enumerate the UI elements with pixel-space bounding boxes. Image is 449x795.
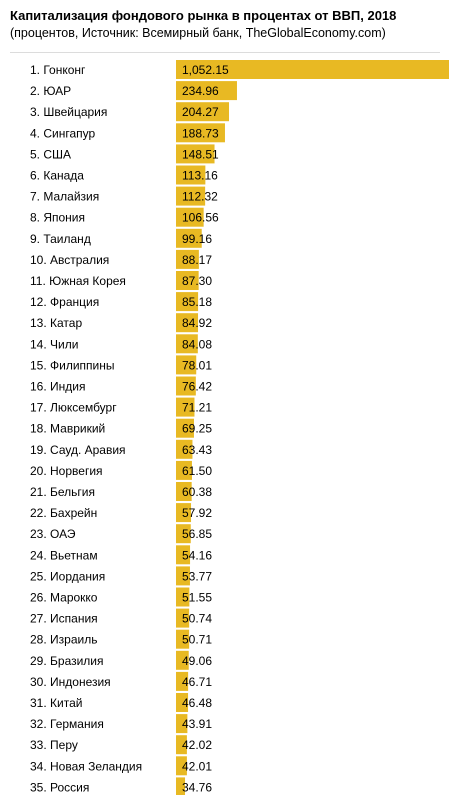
category-label: 4. Сингапур [30, 126, 96, 141]
chart-subtitle: (процентов, Источник: Всемирный банк, TheGlobalEconomy.com) [10, 26, 386, 40]
value-label: 61.50 [182, 463, 213, 478]
category-label: 31. Китай [30, 696, 83, 710]
value-label: 63.43 [182, 442, 213, 457]
value-label: 113.16 [182, 168, 218, 183]
value-label: 78.01 [182, 358, 213, 373]
category-label: 6. Канада [30, 168, 84, 183]
value-label: 60.38 [182, 485, 213, 499]
category-label: 19. Сауд. Аравия [30, 442, 126, 457]
value-label: 42.01 [182, 759, 213, 774]
category-label: 8. Япония [30, 210, 86, 225]
category-label: 21. Бельгия [30, 485, 95, 499]
value-label: 84.92 [182, 316, 213, 331]
value-label: 1,052.15 [182, 63, 229, 77]
category-label: 11. Южная Корея [30, 274, 126, 288]
value-label: 46.71 [182, 674, 213, 689]
category-label: 13. Катар [30, 316, 83, 331]
category-label: 10. Австралия [30, 252, 110, 267]
value-label: 43.91 [182, 717, 213, 732]
category-label: 2. ЮАР [30, 84, 72, 99]
value-label: 34.76 [182, 780, 213, 795]
value-label: 99.16 [182, 231, 213, 246]
value-label: 87.30 [182, 274, 213, 288]
category-label: 32. Германия [30, 717, 104, 732]
category-label: 26. Марокко [30, 590, 98, 605]
value-label: 57.92 [182, 506, 213, 521]
value-label: 49.06 [182, 653, 213, 668]
value-label: 148.51 [182, 147, 219, 162]
value-label: 112.32 [182, 189, 218, 204]
category-label: 7. Малайзия [30, 189, 100, 204]
value-label: 50.74 [182, 611, 213, 626]
value-label: 204.27 [182, 105, 219, 120]
category-label: 5. США [30, 147, 72, 162]
value-label: 71.21 [182, 400, 213, 415]
category-label: 17. Люксембург [30, 400, 117, 415]
value-label: 106.56 [182, 210, 219, 225]
category-label: 14. Чили [30, 337, 79, 352]
category-label: 23. ОАЭ [30, 527, 76, 542]
category-label: 18. Маврикий [30, 421, 106, 436]
category-label: 12. Франция [30, 295, 100, 310]
value-label: 51.55 [182, 590, 213, 605]
value-label: 188.73 [182, 126, 219, 141]
chart-title: Капитализация фондового рынка в процентах от ВВП, 2018 [10, 8, 397, 23]
value-label: 234.96 [182, 84, 219, 99]
value-label: 56.85 [182, 527, 213, 542]
category-label: 33. Перу [30, 738, 78, 753]
category-label: 15. Филиппины [30, 358, 115, 373]
category-label: 25. Иордания [30, 569, 106, 584]
value-label: 46.48 [182, 696, 213, 710]
value-label: 69.25 [182, 421, 213, 436]
category-label: 30. Индонезия [30, 674, 111, 689]
category-label: 35. Россия [30, 780, 90, 795]
value-label: 54.16 [182, 548, 213, 563]
value-label: 50.71 [182, 632, 213, 647]
value-label: 53.77 [182, 569, 213, 584]
value-label: 85.18 [182, 295, 213, 310]
category-label: 9. Таиланд [30, 231, 91, 246]
category-label: 1. Гонконг [30, 63, 86, 77]
category-label: 29. Бразилия [30, 653, 104, 668]
value-label: 84.08 [182, 337, 213, 352]
category-label: 28. Израиль [30, 632, 98, 647]
category-label: 16. Индия [30, 379, 86, 394]
category-label: 3. Швейцария [30, 105, 108, 120]
value-label: 42.02 [182, 738, 213, 753]
value-label: 88.17 [182, 252, 213, 267]
value-label: 76.42 [182, 379, 213, 394]
category-label: 34. Новая Зеландия [30, 759, 143, 774]
category-label: 22. Бахрейн [30, 506, 98, 521]
category-label: 27. Испания [30, 611, 98, 626]
category-label: 20. Норвегия [30, 463, 103, 478]
category-label: 24. Вьетнам [30, 548, 98, 563]
